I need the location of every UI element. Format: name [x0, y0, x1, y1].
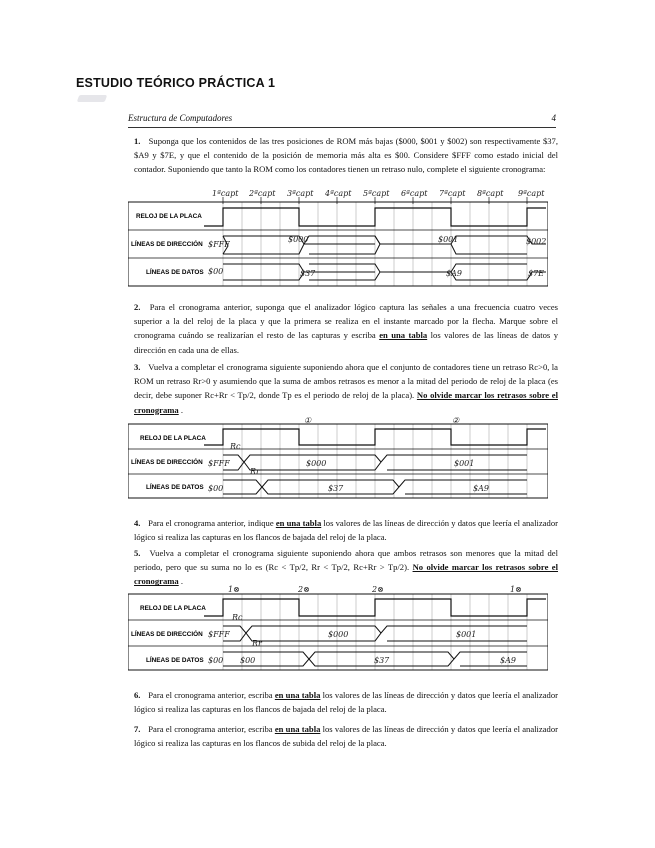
d2-data-1: $A9 — [473, 484, 489, 493]
timing-diagram-2 — [128, 416, 548, 500]
clock-waveform — [204, 208, 546, 226]
document-title: ESTUDIO TEÓRICO PRÁCTICA 1 — [76, 76, 276, 90]
question-2: 2. Para el cronograma anterior, suponga que el analizador lógico captura las señales a una frecuencia cuatro veces superior a la del reloj de la placa y que la primera se realiza en el instante marcado por la flecha. Marque sobre el cronograma cuándo se realizarían el resto de las capturas y escriba en una tabla los valores de las líneas de datos y dirección en cada una de ellas. — [134, 302, 558, 355]
d3-addr-0: $000 — [328, 630, 349, 639]
clock-label-2: RELOJ DE LA PLACA — [140, 435, 206, 442]
capture-label-7: 7ªcapt — [439, 190, 466, 198]
data-label-2: LÍNEAS DE DATOS — [146, 484, 204, 491]
data-label-3: LÍNEAS DE DATOS — [146, 657, 204, 664]
d3-mark-2: 2⊗ — [298, 585, 310, 594]
d3-data-0: $00 — [240, 656, 256, 665]
question-7: 7. Para el cronograma anterior, escriba en una tabla los valores de las líneas de dirección y datos que leería el analizador lógico si realiza las capturas en los flancos de subida del reloj de la placa. — [134, 724, 559, 749]
d1-data-1: $A9 — [446, 269, 462, 278]
d1-data-0: $37 — [300, 269, 316, 278]
capture-label-1: 1ªcapt — [212, 190, 239, 198]
clock-waveform-3 — [204, 599, 546, 616]
clock-waveform-2 — [204, 429, 546, 445]
d2-addr-0: $000 — [306, 459, 327, 468]
question-1: 1. Suponga que los contenidos de las tres posiciones de ROM más bajas ($000, $001 y $002) son respectivamente $37, $A9 y $7E, y que el contenido de la posición de memoria más alta es $00. Considere $FFF como estado inicial del contador. Suponiendo que tanto la ROM como los contadores tienen un retraso nulo, complete el siguiente cronograma: — [134, 136, 558, 175]
question-6: 6. Para el cronograma anterior, escriba en una tabla los valores de las líneas de dirección y datos que leería el analizador lógico si realiza las capturas en los flancos de bajada del reloj de la placa. — [134, 690, 559, 715]
capture-label-2: 2ªcapt — [249, 190, 276, 198]
address-label-3: LÍNEAS DE DIRECCIÓN — [131, 631, 203, 638]
d1-addr-0: $000 — [288, 235, 309, 244]
d2-data-0: $37 — [328, 484, 344, 493]
d1-addr-1: $001 — [438, 235, 459, 244]
capture-label-3: 3ªcapt — [287, 190, 314, 198]
clock-label-3: RELOJ DE LA PLACA — [140, 605, 206, 612]
timing-diagram-1 — [128, 190, 548, 290]
addr-init: $FFF — [208, 240, 230, 249]
d3-addr-1: $001 — [456, 630, 477, 639]
header-course: Estructura de Computadores — [128, 113, 233, 123]
d2-delay-rr: Rr — [250, 467, 260, 476]
header-page-number: 4 — [551, 113, 556, 123]
d2-delay-rc: Rc — [230, 442, 241, 451]
data-init-3: $00 — [208, 656, 224, 665]
data-init-2: $00 — [208, 484, 224, 493]
d1-addr-2: $002 — [526, 237, 547, 246]
d1-data-2: $7E — [528, 269, 545, 278]
addr-init-2: $FFF — [208, 459, 230, 468]
address-label-2: LÍNEAS DE DIRECCIÓN — [131, 459, 203, 466]
d2-mark-2: ② — [452, 416, 460, 425]
d2-mark-1: ① — [304, 416, 312, 425]
capture-label-6: 6ªcapt — [401, 190, 428, 198]
capture-label-9: 9ªcapt — [518, 190, 545, 198]
clock-label: RELOJ DE LA PLACA — [136, 213, 202, 220]
data-init: $00 — [208, 267, 224, 276]
d3-mark-1: 1⊗ — [228, 585, 240, 594]
scan-smudge — [77, 95, 108, 102]
d3-mark-4: 1⊗ — [510, 585, 522, 594]
page-header — [128, 113, 556, 128]
address-label: LÍNEAS DE DIRECCIÓN — [131, 241, 203, 248]
d3-data-1: $37 — [374, 656, 390, 665]
question-4: 4. Para el cronograma anterior, indique en una tabla los valores de las líneas de dirección y datos que leería el analizador lógico si realiza las capturas en los flancos de bajada del reloj de la placa. — [134, 518, 558, 543]
d3-delay-rr: Rr — [252, 639, 262, 648]
addr-init-3: $FFF — [208, 630, 230, 639]
d3-data-2: $A9 — [500, 656, 516, 665]
d3-mark-3: 2⊗ — [372, 585, 384, 594]
data-label: LÍNEAS DE DATOS — [146, 269, 204, 276]
d3-delay-rc: Rc — [232, 613, 243, 622]
question-3: 3. Vuelva a completar el cronograma siguiente suponiendo ahora que el conjunto de contadores tiene un retraso Rc>0, la ROM un retraso Rr>0 y asumiendo que la suma de ambos retrasos es menor a la mitad del periodo de reloj de la placa (es decir, debe suponer Rc+Rr < Tp/2, donde Tp es el periodo de reloj de la placa). No olvide marcar los retrasos sobre el cronograma . — [134, 362, 558, 415]
timing-diagram-3 — [128, 584, 548, 672]
capture-label-5: 5ªcapt — [363, 190, 390, 198]
capture-label-8: 8ªcapt — [477, 190, 504, 198]
capture-label-4: 4ªcapt — [325, 190, 352, 198]
question-5: 5. Vuelva a completar el cronograma siguiente suponiendo ahora que ambos retrasos son menores que la mitad del periodo, pero que su suma no lo es (Rc < Tp/2, Rr < Tp/2, Rc+Rr > Tp/2). No olvide marcar los retrasos sobre el cronograma . — [134, 548, 559, 587]
d2-addr-1: $001 — [454, 459, 475, 468]
